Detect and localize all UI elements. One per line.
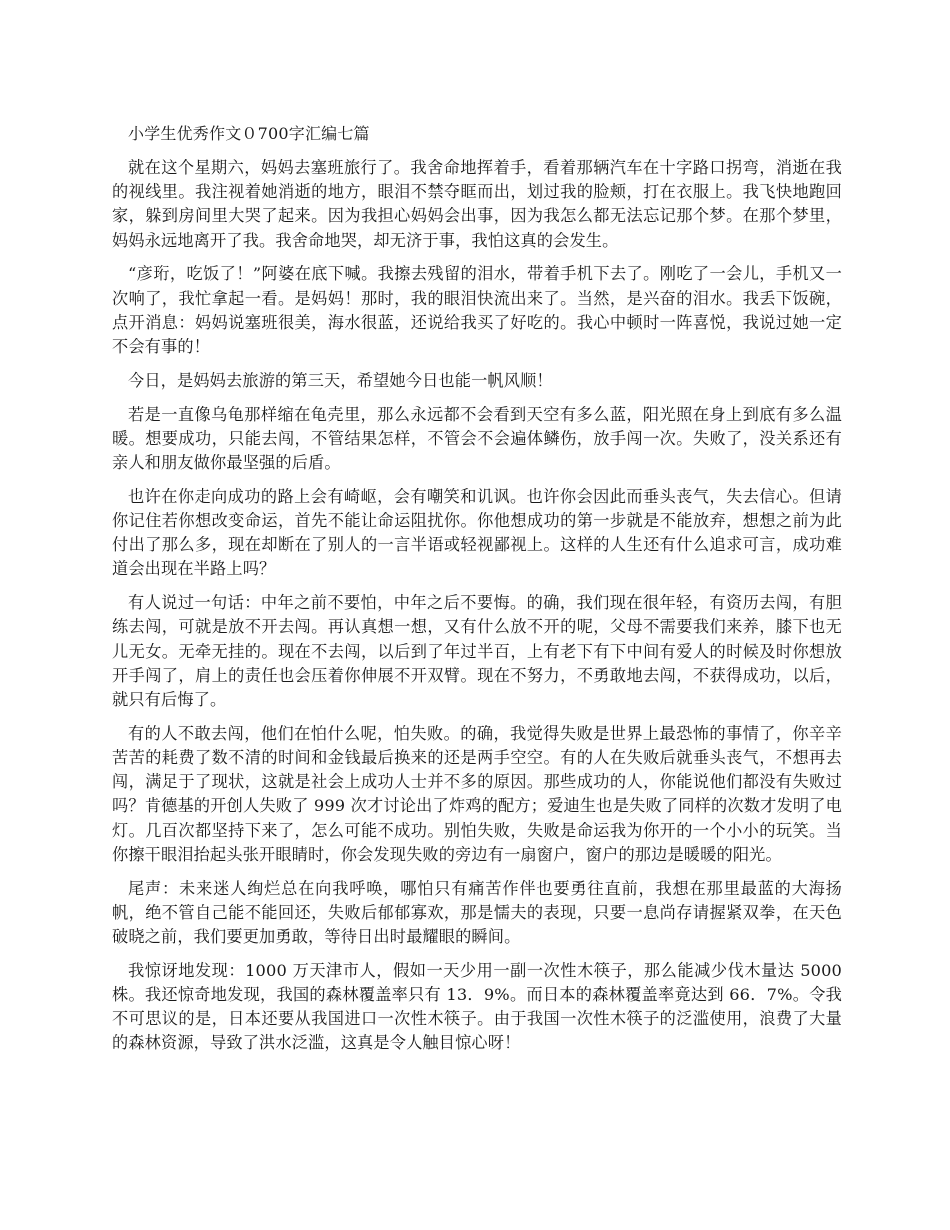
paragraph-3: 今日，是妈妈去旅游的第三天，希望她今日也能一帆风顺！ [128,370,553,390]
paragraph-8: 尾声：未来迷人绚烂总在向我呼唤，哪怕只有痛苦作伴也要勇往直前，我想在那里最蓝的大海扬帆，绝不管自己能不能回还，失败后郁郁寡欢，那是懦夫的表现，只要一息尚存请握紧双拳，在天色破晓之前，我们要更加勇敢，等待日出时最耀眼的瞬间。 [112,878,842,947]
paragraph-7: 有的人不敢去闯，他们在怕什么呢，怕失败。的确，我觉得失败是世界上最恐怖的事情了，你辛辛苦苦的耗费了数不清的时间和金钱最后换来的还是两手空空。有的人在失败后就垂头丧气，不想再去闯，满足于了现状，这就是社会上成功人士并不多的原因。那些成功的人，你能说他们都没有失败过吗？肯德基的开创人失败了 999 次才讨论出了炸鸡的配方；爱迪生也是失败了同样的次数才发明了电灯。几百次都坚持下来了，怎么可能不成功。别怕失败，失败是命运我为你开的一个小小的玩笑。当你擦干眼泪抬起头张开眼睛时，你会发现失败的旁边有一扇窗户，窗户的那边是暖暖的阳光。 [112,723,842,864]
paragraph-2: “彦珩，吃饭了！”阿婆在底下喊。我擦去残留的泪水，带着手机下去了。刚吃了一会儿，手机又一次响了，我忙拿起一看。是妈妈！那时，我的眼泪快流出来了。当然，是兴奋的泪水。我丢下饭碗，点开消息：妈妈说塞班很美，海水很蓝，还说给我买了好吃的。我心中顿时一阵喜悦，我说过她一定不会有事的！ [112,264,842,357]
paragraph-4: 若是一直像乌龟那样缩在龟壳里，那么永远都不会看到天空有多么蓝，阳光照在身上到底有多么温暖。想要成功，只能去闯，不管结果怎样，不管会不会遍体鳞伤，放手闯一次。失败了，没关系还有亲人和朋友做你最坚强的后盾。 [112,404,842,473]
paragraph-6: 有人说过一句话：中年之前不要怕，中年之后不要悔。的确，我们现在很年轻，有资历去闯，有胆练去闯，可就是放不开去闯。再认真想一想，又有什么放不开的呢，父母不需要我们来养，膝下也无儿无女。无牵无挂的。现在不去闯，以后到了年过半百，上有老下有下中间有爱人的时候及时你想放开手闯了，肩上的责任也会压着你伸展不开双臂。现在不努力，不勇敢地去闯，不获得成功，以后，就只有后悔了。 [112,593,842,710]
document-title: 小学生优秀作文０700字汇编七篇 [128,124,370,143]
paragraph-5: 也许在你走向成功的路上会有崎岖，会有嘲笑和讥讽。也许你会因此而垂头丧气，失去信心。但请你记住若你想改变命运，首先不能让命运阻扰你。你他想成功的第一步就是不能放弃，想想之前为此付出了那么多，现在却断在了别人的一言半语或轻视鄙视上。这样的人生还有什么追求可言，成功难道会出现在半路上吗？ [112,486,842,579]
paragraph-9: 我惊讶地发现：1000 万天津市人，假如一天少用一副一次性木筷子，那么能减少伐木量达 5000 株。我还惊奇地发现，我国的森林覆盖率只有 13．9%。而日本的森林覆盖率竟达到 66．7%。令我不可思议的是，日本还要从我国进口一次性木筷子。由于我国一次性木筷子的泛滥使用，浪费了大量的森林资源，导致了洪水泛滥，这真是令人触目惊心呀！ [112,960,842,1053]
document-page [112,122,842,1065]
paragraph-1: 就在这个星期六，妈妈去塞班旅行了。我舍命地挥着手，看着那辆汽车在十字路口拐弯，消逝在我的视线里。我注视着她消逝的地方，眼泪不禁夺眶而出，划过我的脸颊，打在衣服上。我飞快地跑回家，躲到房间里大哭了起来。因为我担心妈妈会出事，因为我怎么都无法忘记那个梦。在那个梦里，妈妈永远地离开了我。我舍命地哭，却无济于事，我怕这真的会发生。 [112,158,842,250]
